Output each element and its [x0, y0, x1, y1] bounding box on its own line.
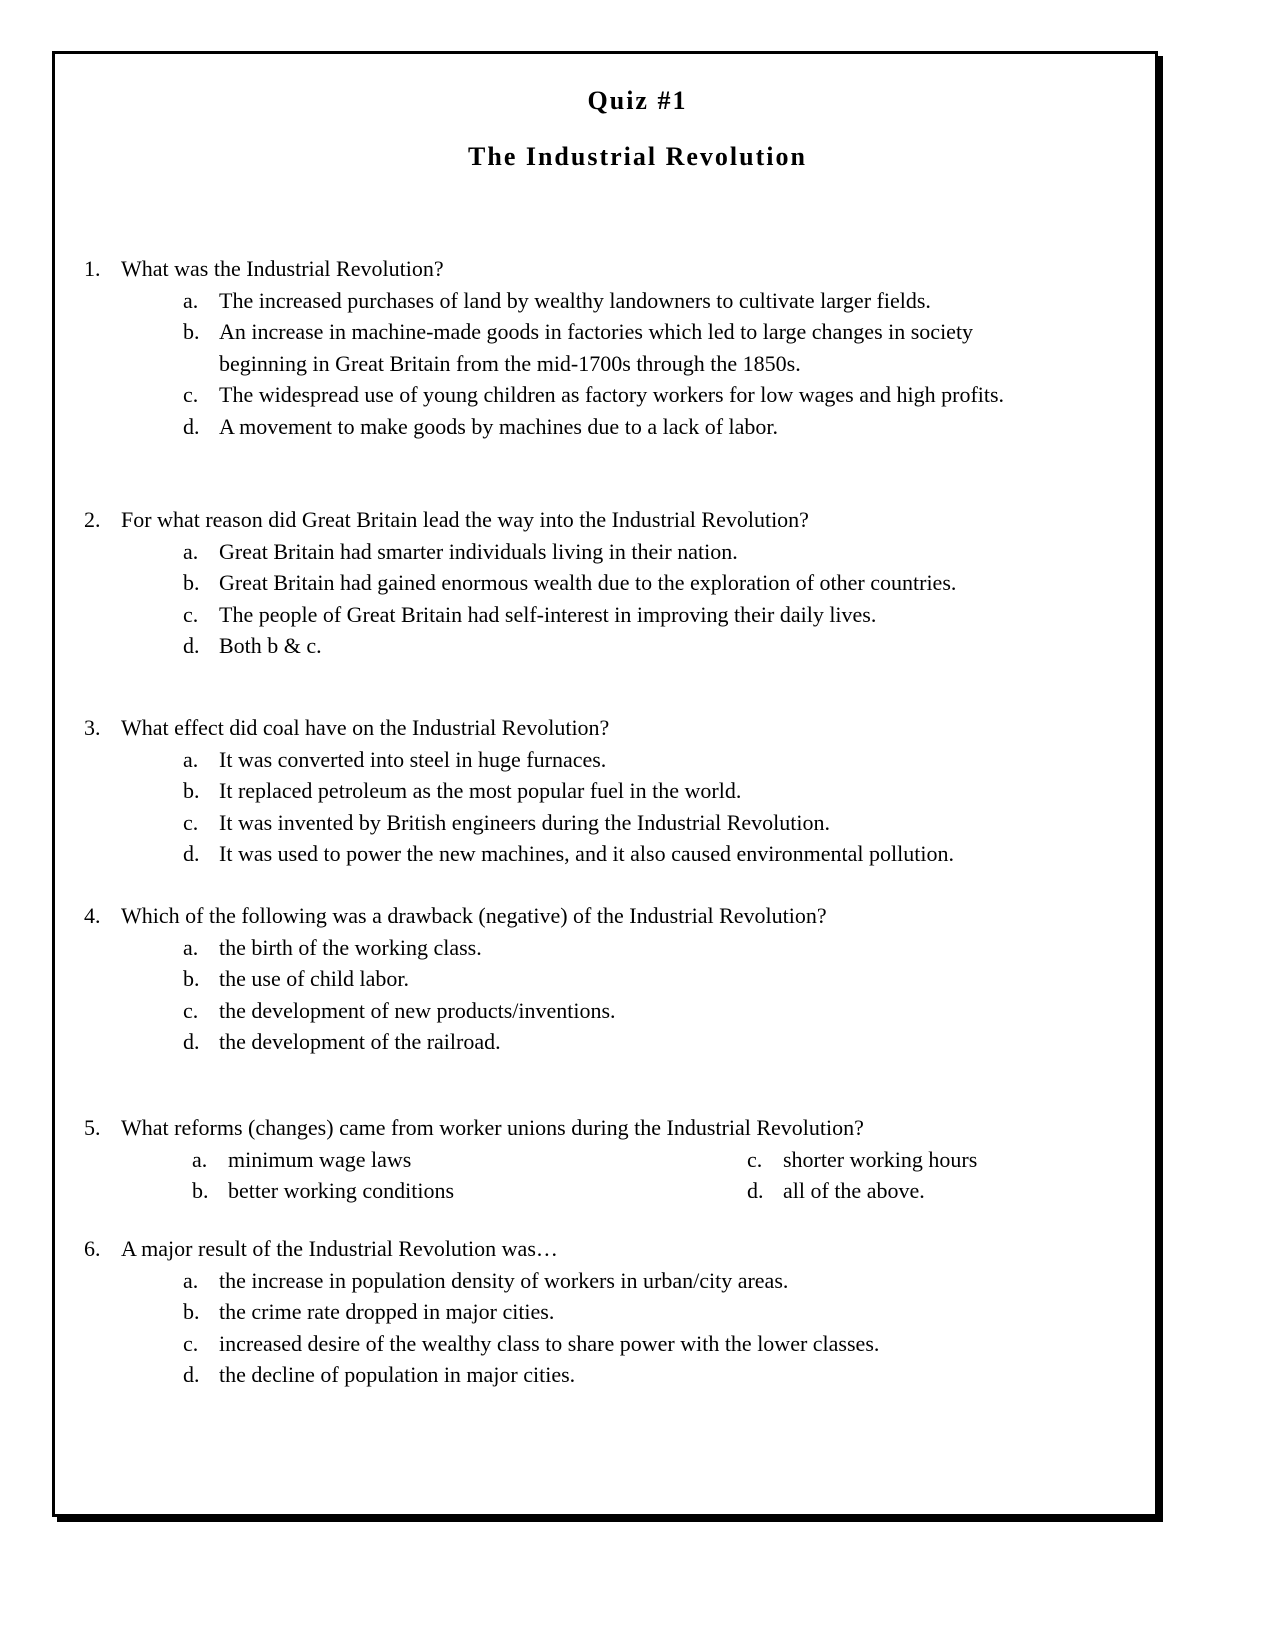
page-title: Quiz #1: [587, 86, 688, 115]
option-text: shorter working hours: [783, 1146, 978, 1172]
question-text: What effect did coal have on the Industrial Revolution?: [121, 715, 610, 740]
question-text: What was the Industrial Revolution?: [121, 256, 444, 281]
question-3: [0, 712, 1275, 870]
question-number: 1.: [84, 256, 101, 281]
answer-option: [0, 744, 1275, 776]
option-letter: d.: [747, 1178, 764, 1203]
option-text: all of the above.: [783, 1178, 925, 1203]
answer-option: [0, 995, 1275, 1027]
option-text: the development of the railroad.: [219, 1029, 501, 1054]
question-2: [0, 504, 1275, 662]
option-text: The widespread use of young children as factory workers for low wages and high profits.: [219, 382, 1005, 407]
option-letter: d.: [183, 1029, 200, 1054]
option-letter: d.: [183, 1362, 200, 1387]
question-text: A major result of the Industrial Revolution was…: [121, 1236, 558, 1261]
option-text: The increased purchases of land by wealthy landowners to cultivate larger fields.: [219, 287, 931, 313]
question-4: [0, 900, 1275, 1058]
option-letter: a.: [183, 746, 199, 772]
answer-option: [0, 599, 1275, 631]
answer-option: [0, 1026, 1275, 1058]
option-letter: c.: [183, 601, 199, 627]
question-number: 5.: [84, 1115, 101, 1140]
option-text: minimum wage laws: [228, 1146, 412, 1172]
option-letter: c.: [747, 1146, 763, 1172]
answer-option: [0, 630, 1275, 662]
option-text: the development of new products/inventions.: [219, 997, 616, 1023]
option-text: Both b & c.: [219, 633, 322, 658]
page-subtitle: The Industrial Revolution: [468, 142, 807, 171]
answer-option: [0, 1265, 1275, 1297]
answer-option: [747, 1144, 977, 1176]
answer-option: [0, 775, 1275, 807]
option-letter: b.: [183, 1299, 200, 1324]
answer-option: [0, 536, 1275, 568]
option-letter: a.: [192, 1146, 208, 1172]
option-letter: c.: [183, 382, 199, 407]
option-text: It was invented by British engineers during the Industrial Revolution.: [219, 809, 831, 835]
answer-option: [0, 567, 1275, 599]
question-6: [0, 1233, 1275, 1391]
question-number: 6.: [84, 1236, 101, 1261]
option-letter: a.: [183, 1267, 199, 1293]
answer-option: [192, 1144, 411, 1176]
answer-option: [0, 963, 1275, 995]
option-letter: a.: [183, 934, 199, 960]
option-text: An increase in machine-made goods in factories which led to large changes in society beginning in Great Britain from the mid-1700s through the 1850s.: [219, 319, 974, 376]
option-text: the crime rate dropped in major cities.: [219, 1299, 555, 1324]
answer-option: [0, 1359, 1275, 1391]
question-text: What reforms (changes) came from worker unions during the Industrial Revolution?: [121, 1115, 864, 1140]
question-text: For what reason did Great Britain lead the way into the Industrial Revolution?: [121, 507, 809, 532]
answer-option: [0, 932, 1275, 964]
option-letter: a.: [183, 287, 199, 313]
option-text: the birth of the working class.: [219, 934, 482, 960]
option-text: It was used to power the new machines, and it also caused environmental pollution.: [219, 841, 954, 866]
option-letter: b.: [183, 570, 200, 595]
option-letter: b.: [183, 319, 200, 344]
answer-option: [0, 807, 1275, 839]
option-text: increased desire of the wealthy class to share power with the lower classes.: [219, 1330, 880, 1356]
option-text: Great Britain had smarter individuals living in their nation.: [219, 538, 738, 564]
answer-option: [747, 1175, 925, 1207]
option-text: the use of child labor.: [219, 966, 410, 991]
question-number: 2.: [84, 507, 101, 532]
option-letter: c.: [183, 997, 199, 1023]
option-letter: b.: [192, 1178, 209, 1203]
option-letter: d.: [183, 841, 200, 866]
answer-option: [0, 316, 1275, 379]
option-text: better working conditions: [228, 1178, 455, 1203]
option-text: The people of Great Britain had self-interest in improving their daily lives.: [219, 601, 877, 627]
option-letter: b.: [183, 778, 200, 803]
option-letter: c.: [183, 809, 199, 835]
answer-option: [0, 411, 1275, 443]
option-letter: d.: [183, 413, 200, 439]
question-number: 4.: [84, 903, 101, 928]
question-1: [0, 253, 1275, 442]
option-letter: b.: [183, 966, 200, 991]
option-text: the increase in population density of workers in urban/city areas.: [219, 1267, 789, 1293]
option-text: It was converted into steel in huge furnaces.: [219, 746, 607, 772]
option-letter: d.: [183, 633, 200, 658]
option-text: A movement to make goods by machines due to a lack of labor.: [219, 413, 779, 439]
option-letter: c.: [183, 1330, 199, 1356]
answer-option: [0, 838, 1275, 870]
answer-option: [0, 379, 1275, 411]
option-text: It replaced petroleum as the most popular fuel in the world.: [219, 778, 742, 803]
option-text: Great Britain had gained enormous wealth due to the exploration of other countries.: [219, 570, 957, 595]
option-text: the decline of population in major cities.: [219, 1362, 576, 1387]
question-text: Which of the following was a drawback (negative) of the Industrial Revolution?: [121, 903, 827, 928]
question-number: 3.: [84, 715, 101, 740]
answer-option: [0, 1296, 1275, 1328]
question-5: [0, 1112, 1275, 1207]
option-letter: a.: [183, 538, 199, 564]
answer-option: [0, 1328, 1275, 1360]
answer-option: [0, 285, 1275, 317]
answer-option: [192, 1175, 454, 1207]
